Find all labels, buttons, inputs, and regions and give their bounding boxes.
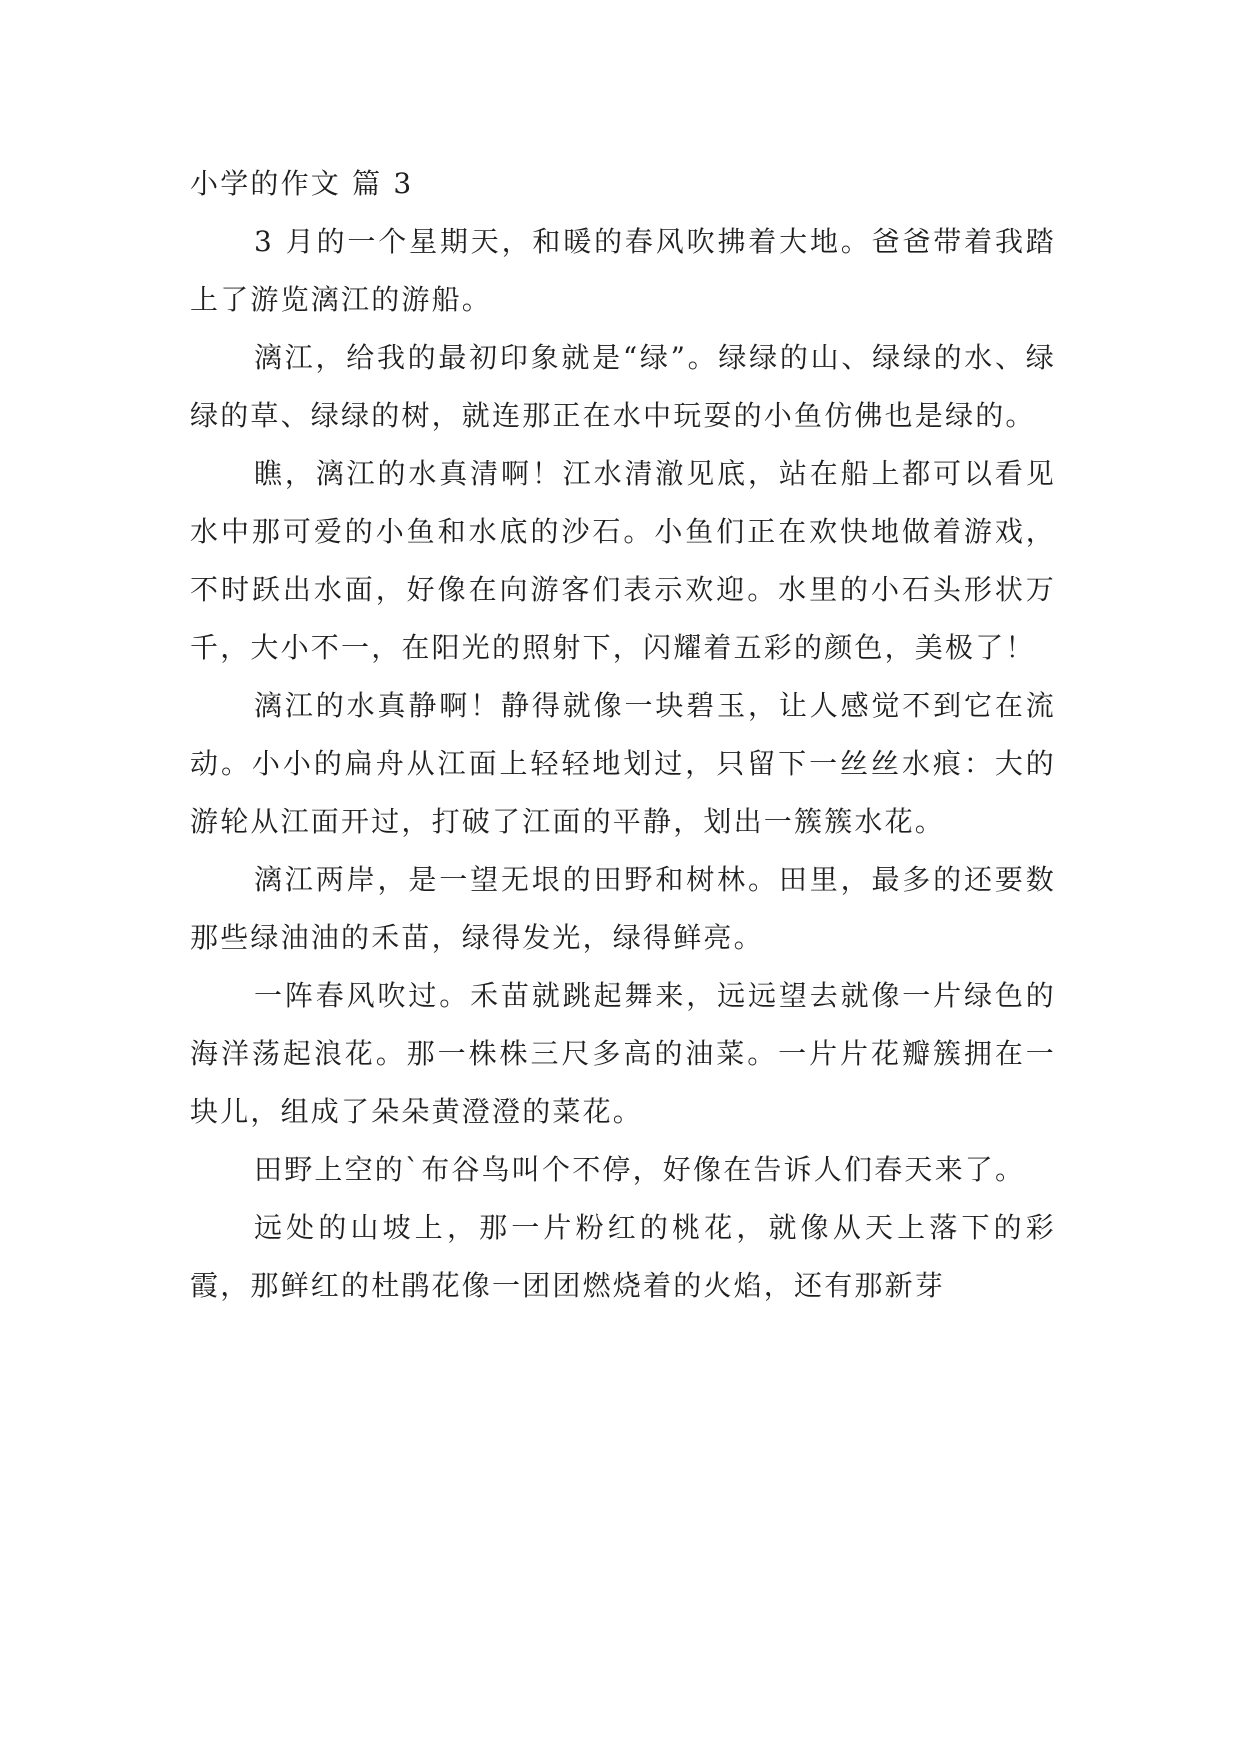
- paragraph-7: 田野上空的`布谷鸟叫个不停，好像在告诉人们春天来了。: [254, 1153, 1026, 1186]
- paragraph-8: 远处的山坡上，那一片粉红的桃花，就像从天上落下的彩霞，那鲜红的杜鹃花像一团团燃烧着的火焰，还有那新芽: [190, 1211, 1056, 1302]
- paragraph-3: 瞧，漓江的水真清啊！江水清澈见底，站在船上都可以看见水中那可爱的小鱼和水底的沙石。小鱼们正在欢快地做着游戏，不时跃出水面，好像在向游客们表示欢迎。水里的小石头形状万千，大小不一，在阳光的照射下，闪耀着五彩的颜色，美极了！: [190, 457, 1056, 664]
- paragraph-5: 漓江两岸，是一望无垠的田野和树林。田里，最多的还要数那些绿油油的禾苗，绿得发光，绿得鲜亮。: [190, 863, 1056, 954]
- paragraph-6: 一阵春风吹过。禾苗就跳起舞来，远远望去就像一片绿色的海洋荡起浪花。那一株株三尺多高的油菜。一片片花瓣簇拥在一块儿，组成了朵朵黄澄澄的菜花。: [190, 979, 1056, 1128]
- paragraph-1: 3 月的一个星期天，和暖的春风吹拂着大地。爸爸带着我踏上了游览漓江的游船。: [190, 225, 1056, 316]
- paragraph-2: 漓江，给我的最初印象就是“绿”。绿绿的山、绿绿的水、绿绿的草、绿绿的树，就连那正在水中玩耍的小鱼仿佛也是绿的。: [190, 341, 1056, 432]
- essay-title: 小学的作文 篇 3: [190, 167, 414, 200]
- paragraph-4: 漓江的水真静啊！静得就像一块碧玉，让人感觉不到它在流动。小小的扁舟从江面上轻轻地划过，只留下一丝丝水痕：大的游轮从江面开过，打破了江面的平静，划出一簇簇水花。: [190, 689, 1056, 838]
- document-body: [190, 155, 1056, 1315]
